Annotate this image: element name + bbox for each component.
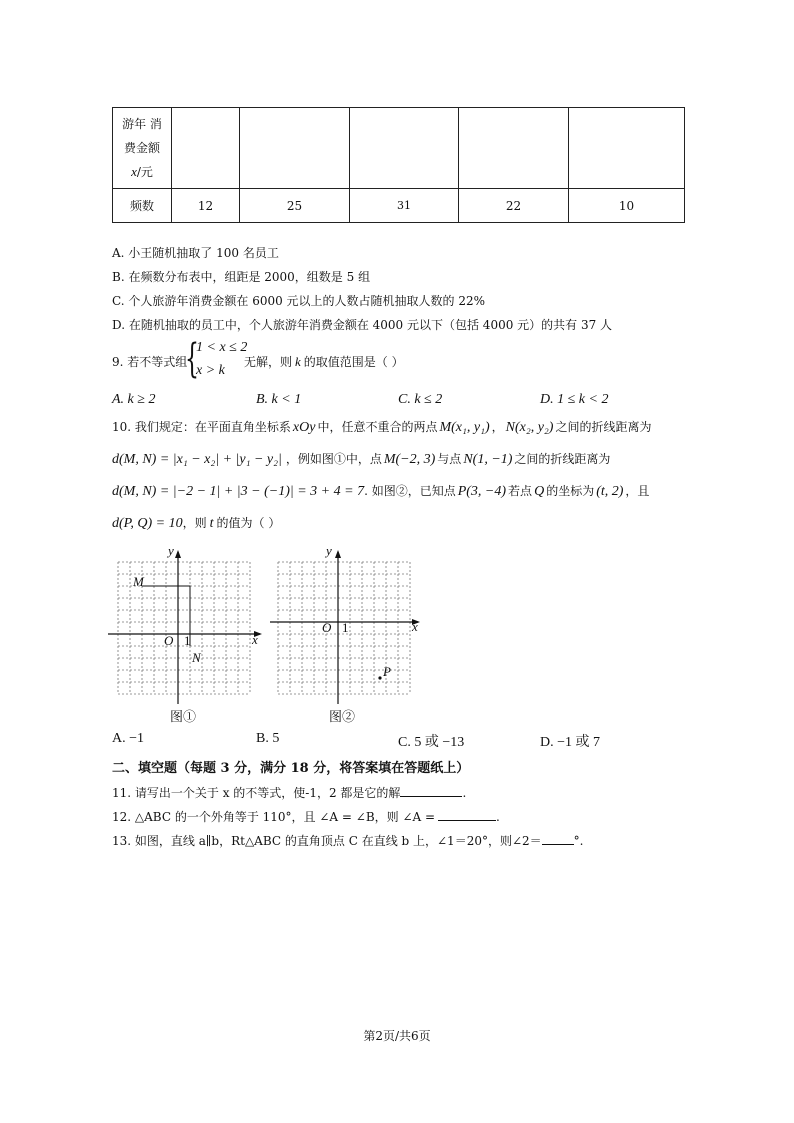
q10-line-3 (112, 483, 649, 500)
fig2-origin-label: O (322, 620, 332, 635)
q10-line4-formula: d(P, Q) = 10 (112, 516, 183, 531)
fig1-point-N-label: N (192, 650, 201, 665)
table-row (113, 189, 685, 223)
q10-line-4 (112, 515, 280, 532)
q11-end: . (462, 786, 467, 800)
fig1-x-label: x (252, 632, 258, 647)
header-line: 费金额 (123, 141, 160, 155)
q9-option-d: D. 1 ≤ k < 2 (540, 392, 609, 407)
table-cell: 12 (172, 189, 240, 223)
q9-option-a: A. k ≥ 2 (112, 392, 156, 407)
fig2-x-label: x (412, 619, 418, 634)
q9-inequality-2: x > k (196, 363, 225, 378)
table-row-header: 频数 (113, 189, 172, 223)
q10-line3-Q: Q (534, 484, 545, 499)
table-cell: 31 (350, 189, 459, 223)
q10-line3-P: P(3, −4) (457, 484, 507, 499)
q8-option-b: B. 在频数分布表中，组距是 2000，组数是 5 组 (112, 270, 371, 284)
y-axis-arrow-icon (175, 550, 181, 558)
q9-inequality-1: 1 < x ≤ 2 (196, 340, 248, 355)
fig1-one-label: 1 (184, 633, 191, 648)
section-title: 二、填空题（每题 3 分，满分 18 分，将答案填在答题纸上） (112, 761, 470, 776)
q12-answer-blank[interactable] (438, 808, 496, 821)
q12-text: 12. △ABC 的一个外角等于 110°，且 ∠A = ∠B，则 ∠A = (112, 810, 436, 824)
point-P-dot (378, 676, 381, 679)
q8-option-c: C. 个人旅游年消费金额在 6000 元以上的人数占随机抽取人数的 22% (112, 294, 486, 308)
q10-option-c: C. 5 或 −13 (398, 735, 465, 750)
brace-symbol: { (185, 336, 199, 382)
table-cell (350, 108, 459, 189)
q13-text: 13. 如图，直线 a∥b，Rt△ABC 的直角顶点 C 在直线 b 上，∠1＝20°，则∠2＝ (112, 834, 542, 848)
table-cell (240, 108, 350, 189)
fig2-one-label: 1 (342, 620, 349, 635)
q9-suffix-2: 的取值范围是（ ） (303, 355, 404, 369)
table-row (113, 108, 685, 189)
q10-option-b: B. 5 (256, 731, 280, 746)
table-cell (459, 108, 569, 189)
q11-text: 11. 请写出一个关于 x 的不等式，使-1，2 都是它的解 (112, 786, 401, 800)
q10-option-a: A. −1 (112, 731, 145, 746)
table-row-header (113, 108, 172, 189)
q9-prefix: 9. 若不等式组 (112, 355, 188, 369)
table-cell: 10 (569, 189, 685, 223)
q10-line2-N: N(1, −1) (463, 452, 513, 467)
q10-line4-a: ，则 (182, 516, 207, 530)
q10-line3-a: . 如图②，已知点 (364, 484, 456, 498)
q8-option-d: D. 在随机抽取的员工中，个人旅游年消费金额在 4000 元以下（包括 4000 元）的共有 37 人 (112, 318, 613, 332)
q10-line3-t: (t, 2) (596, 484, 624, 499)
q10-line1-var: xOy (292, 420, 316, 435)
q10-line4-var: t (209, 516, 214, 531)
q13-answer-blank[interactable] (542, 832, 574, 845)
figure-1-grid (108, 544, 268, 704)
q10-line3-d: ，且 (625, 484, 650, 498)
table-cell (569, 108, 685, 189)
y-axis-arrow-icon (335, 550, 341, 558)
q10-line2-formula: d(M, N) = |x₁ − x₂| + |y₁ − y₂| (112, 452, 282, 467)
q11 (112, 784, 466, 801)
fig1-caption: 图① (170, 710, 197, 725)
fig1-origin-label: O (164, 633, 174, 648)
q11-answer-blank[interactable] (400, 784, 462, 797)
q10-line1-c: 之间的折线距离为 (555, 420, 652, 434)
header-line (113, 160, 171, 184)
q9-var: k (295, 354, 301, 369)
frequency-table (112, 107, 685, 223)
q10-line1-a: 10. 我们规定：在平面直角坐标系 (112, 420, 291, 434)
q10-line2-M: M(−2, 3) (383, 452, 436, 467)
q13 (112, 832, 583, 849)
q10-line2-b: 与点 (437, 452, 462, 466)
header-line: 游年 消 (122, 117, 162, 131)
fig1-point-M-label: M (133, 574, 144, 589)
q10-line2-a: ，例如图①中，点 (285, 452, 382, 466)
header-unit: /元 (136, 165, 153, 179)
fig2-y-label: y (326, 543, 332, 558)
q12 (112, 808, 500, 825)
q10-line1-b: 中，任意不重合的两点 (317, 420, 438, 434)
q10-line3-c: 的坐标为 (546, 484, 595, 498)
q10-line1-N: N(x₂, y₂) (505, 420, 554, 435)
q8-option-a: A. 小王随机抽取了 100 名员工 (112, 246, 279, 260)
q10-line3-formula: d(M, N) = |−2 − 1| + |3 − (−1)| = 3 + 4 = 7 (112, 484, 365, 499)
q10-option-d: D. −1 或 7 (540, 735, 601, 750)
fig2-point-P-label: P (383, 664, 391, 679)
q9-suffix (244, 354, 404, 370)
page-number: 第2页/共6页 (363, 1029, 431, 1043)
q10-line-1 (112, 419, 651, 436)
q10-line4-b: 的值为（ ） (216, 516, 281, 530)
q9-option-b: B. k < 1 (256, 392, 302, 407)
fig1-y-label: y (168, 543, 174, 558)
q13-end: °. (573, 834, 584, 848)
q10-line1-sep: ， (491, 420, 504, 434)
fig2-caption: 图② (329, 710, 356, 725)
table-cell: 25 (240, 189, 350, 223)
q10-line1-M: M(x₁, y₁) (439, 420, 490, 435)
table-cell: 22 (459, 189, 569, 223)
q9-option-c: C. k ≤ 2 (398, 392, 443, 407)
q10-line-2 (112, 451, 610, 468)
q10-line2-c: 之间的折线距离为 (514, 452, 611, 466)
q12-end: . (496, 810, 500, 824)
table-cell (172, 108, 240, 189)
q10-line3-b: 若点 (508, 484, 533, 498)
q9-suffix-1: 无解，则 (244, 355, 293, 369)
header-var: x (131, 164, 137, 179)
